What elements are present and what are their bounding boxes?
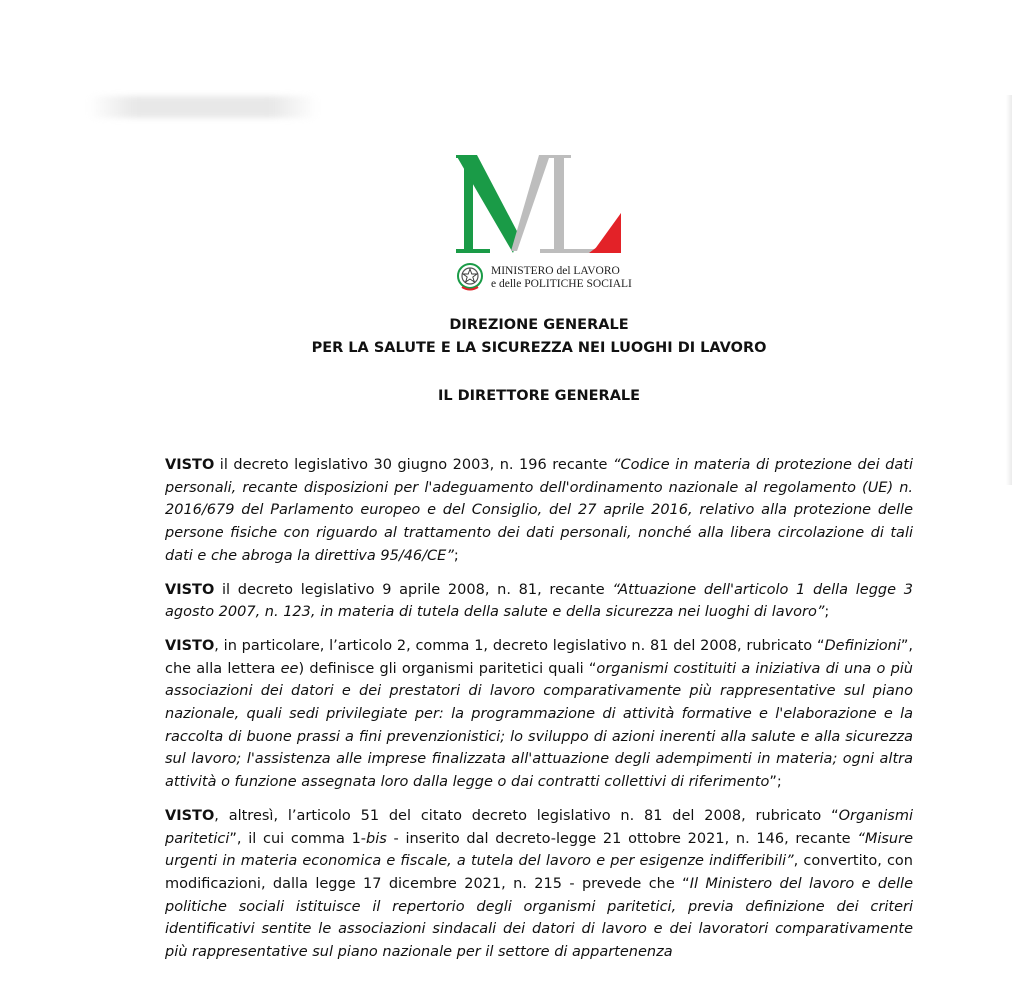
paragraph-quote: organismi costituiti a iniziativa di una o più associazioni dei datori e dei prestatori di lavoro comparativamente più rappresentative sul piano nazionale, quali sedi privilegiate per: la programmazione di attività formative e l'elaborazione e la raccolta di buone prassi a fini prevenzionistici; lo sviluppo di azioni inerenti alla salute e alla sicurezza sul lavoro; l'assistenza alle imprese finalizzata all'attuazione degli adempimenti in materia; ogni altra attività o funzione assegnata loro dalla legge o dai contratti collettivi di riferimento — [165, 660, 913, 791]
paragraph-lead: VISTO — [165, 807, 215, 824]
ministry-name-line2: e delle POLITICHE SOCIALI — [491, 278, 632, 290]
republic-emblem-icon — [456, 262, 484, 292]
paragraph-quote: “Attuazione dell'articolo 1 della legge 3 agosto 2007, n. 123, in materia di tutela della salute e della sicurezza nei luoghi di lavoro” — [165, 581, 913, 621]
paragraph-text: ”, che alla lettera — [165, 637, 913, 677]
document-body — [165, 454, 913, 975]
paragraph-text: ”, il cui comma 1- — [229, 830, 367, 847]
ministry-name — [491, 265, 691, 291]
paragraph-2 — [165, 579, 913, 624]
directorate-title: DIREZIONE GENERALE — [449, 317, 629, 333]
paragraph-italic: Definizioni — [824, 637, 901, 654]
paragraph-italic: Organismi paritetici — [165, 807, 913, 847]
paragraph-text: il decreto legislativo 9 aprile 2008, n. 81, recante — [214, 581, 613, 598]
paragraph-text: , convertito, con modificazioni, dalla legge 17 dicembre 2021, n. 215 - prevede che “ — [165, 853, 913, 892]
paragraph-quote: “Codice in materia di protezione dei dati personali, recante disposizioni per l'adeguamento dell'ordinamento nazionale al regolamento (UE) n. 2016/679 del Parlamento europeo e del Consiglio, del 27 aprile 2016, relativo alla protezione delle persone fisiche con riguardo al trattamento dei dati personali, nonché alla libera circolazione di tali dati e che abroga la direttiva 95/46/CE” — [165, 457, 913, 564]
paragraph-3 — [165, 635, 913, 794]
document-title: IL DIRETTORE GENERALE — [437, 388, 641, 404]
paragraph-end: ; — [824, 604, 830, 621]
page-edge-shadow — [1006, 95, 1012, 485]
paragraph-text: , altresì, l’articolo 51 del citato decreto legislativo n. 81 del 2008, rubricato “ — [214, 807, 839, 824]
paragraph-text: , in particolare, l’articolo 2, comma 1, decreto legislativo n. 81 del 2008, rubricato “ — [214, 637, 825, 654]
paragraph-italic: bis — [366, 830, 387, 847]
paragraph-lead: VISTO — [165, 581, 215, 598]
paragraph-quote: Il Ministero del lavoro e delle politiche sociali istituisce il repertorio degli organismi paritetici, previa definizione dei criteri identificativi sentite le associazioni sindacali dei datori di lavoro e dei lavoratori comparativamente più rappresentative sul piano nazionale per il settore di appartenenza — [165, 875, 913, 961]
paragraph-end: ; — [453, 547, 459, 564]
paragraph-text: il decreto legislativo 30 giugno 2003, n. 196 recante — [214, 457, 614, 473]
paragraph-quote: “Misure urgenti in materia economica e fiscale, a tutela del lavoro e per esigenze indifferibili” — [165, 830, 913, 870]
paragraph-lead: VISTO — [165, 637, 215, 654]
paragraph-text: - inserito dal decreto-legge 21 ottobre 2021, n. 146, recante — [386, 830, 858, 847]
directorate-subtitle: PER LA SALUTE E LA SICUREZZA NEI LUOGHI DI LAVORO — [311, 340, 767, 356]
redacted-header-strip — [88, 96, 318, 118]
paragraph-end: ”; — [769, 774, 782, 791]
paragraph-text: ) definisce gli organismi paritetici quali “ — [298, 660, 597, 677]
paragraph-4 — [165, 805, 913, 964]
ministry-name-line1: MINISTERO del LAVORO — [491, 265, 620, 277]
paragraph-italic: ee — [280, 660, 299, 677]
paragraph-lead: VISTO — [165, 457, 215, 473]
paragraph-1 — [165, 454, 913, 568]
ministry-ml-logo — [455, 153, 625, 257]
